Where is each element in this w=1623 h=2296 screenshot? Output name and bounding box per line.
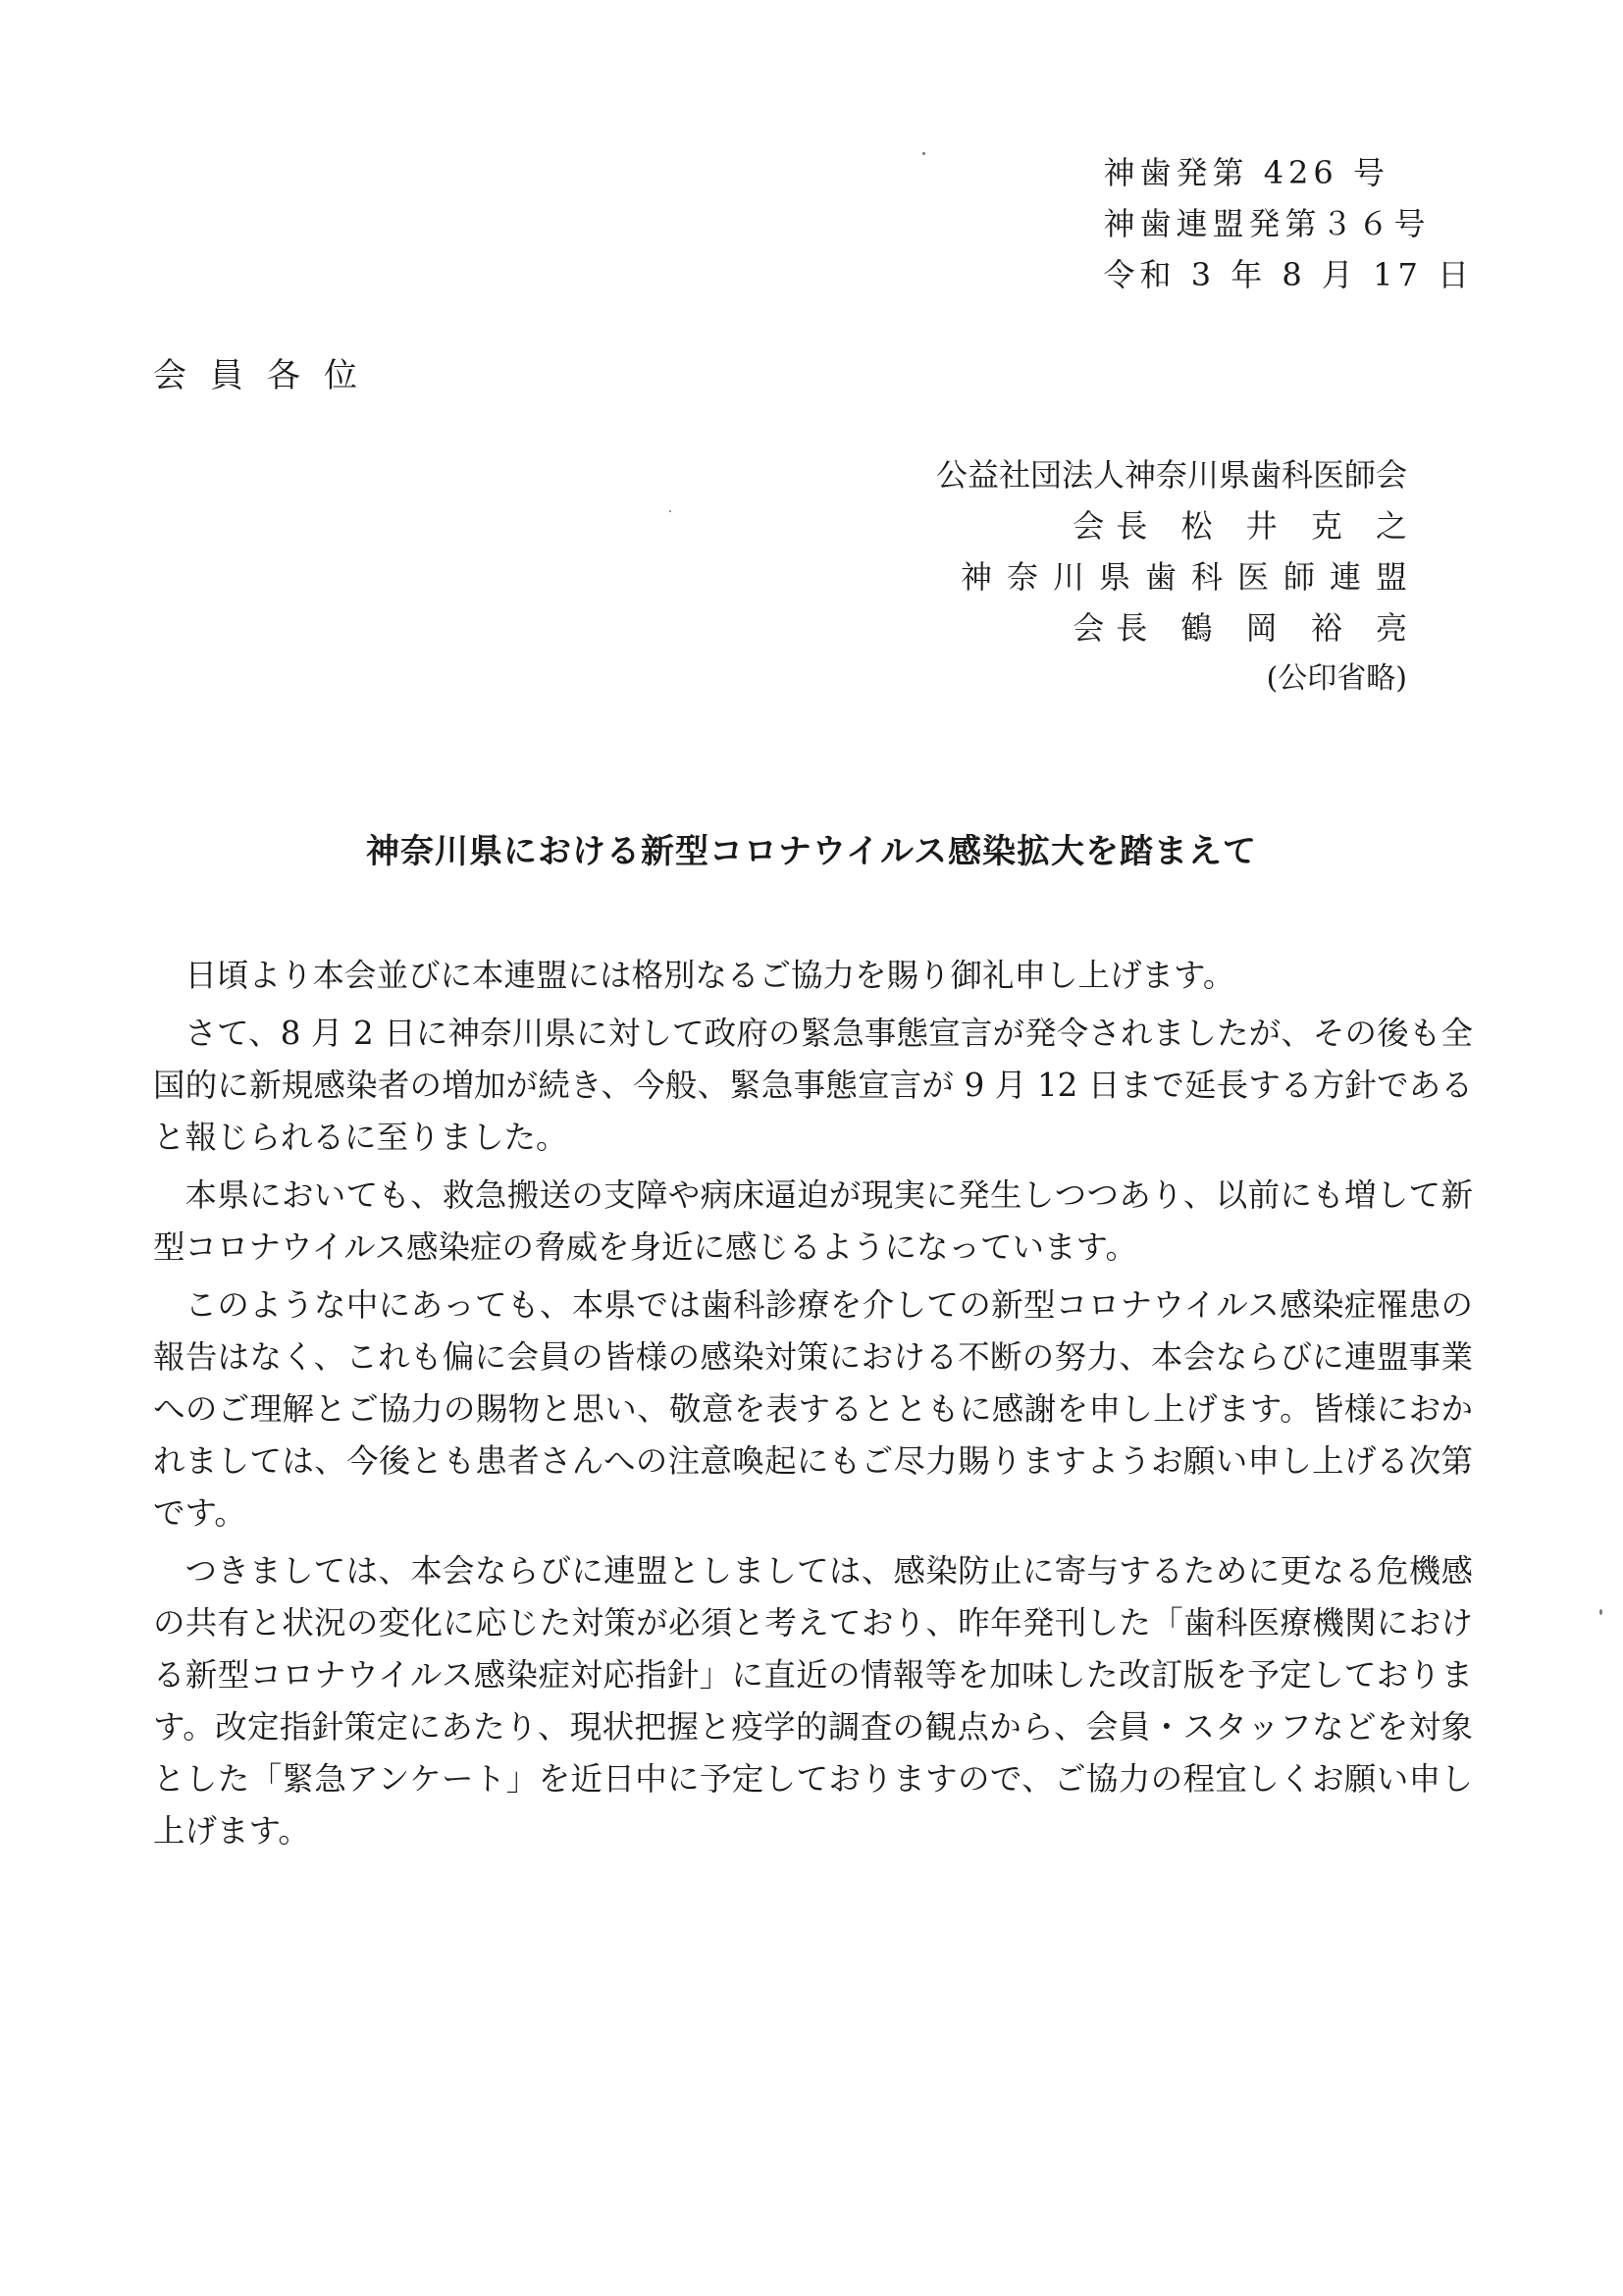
seal-note: (公印省略) (1266, 661, 1407, 696)
body-paragraph: さて、8 月 2 日に神奈川県に対して政府の緊急事態宣言が発令されましたが、その後も全国的に新規感染者の増加が続き、今般、緊急事態宣言が 9 月 12 日まで延長する方針であると報じられるに至りました。 (153, 1015, 1473, 1156)
scan-speck (922, 152, 925, 155)
issue-date: 令和 3 年 8 月 17 日 (1103, 256, 1474, 293)
scan-speck (669, 510, 671, 512)
sender-organization-federation: 神奈川県歯科医師連盟 (960, 558, 1422, 596)
reference-block (1104, 147, 1474, 300)
scan-speck (1599, 1609, 1602, 1615)
body-paragraph: 本県においても、救急搬送の支障や病床逼迫が現実に発生しつつあり、以前にも増して新型コロナウイルス感染症の脅威を身近に感じるようになっています。 (153, 1176, 1473, 1266)
body-paragraph: このような中にあっても、本県では歯科診療を介しての新型コロナウイルス感染症罹患の報告はなく、これも偏に会員の皆様の感染対策における不断の努力、本会ならびに連盟事業へのご理解とご協力の賜物と思い、敬意を表するとともに感謝を申し上げます。皆様におかれましては、今後とも患者さんへの注意喚起にもご尽力賜りますようお願い申し上げる次第です。 (153, 1286, 1473, 1532)
reference-number: 神歯発第 426 号 (1103, 154, 1389, 191)
addressee: 会員各位 (153, 356, 381, 395)
sender-organization-association: 公益社団法人神奈川県歯科医師会 (935, 456, 1407, 494)
body-paragraph: つきましては、本会ならびに連盟としましては、感染防止に寄与するために更なる危機感の共有と状況の変化に応じた対策が必須と考えており、昨年発刊した「歯科医療機関における新型コロナウイルス感染症対応指針」に直近の情報等を加味した改訂版を予定しております。改定指針策定にあたり、現状把握と疫学的調査の観点から、会員・スタッフなどを対象とした「緊急アンケート」を近日中に予定しておりますので、ご協力の程宜しくお願い申し上げます。 (153, 1552, 1473, 1850)
sender-block (935, 449, 1422, 704)
reference-number-federation: 神歯連盟発第３６号 (1103, 205, 1431, 242)
body-paragraph: 日頃より本会並びに本連盟には格別なるご協力を賜り御礼申し上げます。 (184, 957, 1235, 994)
body-text (153, 950, 1473, 1863)
sender-president-federation: 会長 鶴 岡 裕 亮 (1073, 609, 1419, 647)
sender-president-association: 会長 松 井 克 之 (1073, 507, 1419, 545)
document-title: 神奈川県における新型コロナウイルス感染拡大を踏まえて (366, 832, 1257, 871)
